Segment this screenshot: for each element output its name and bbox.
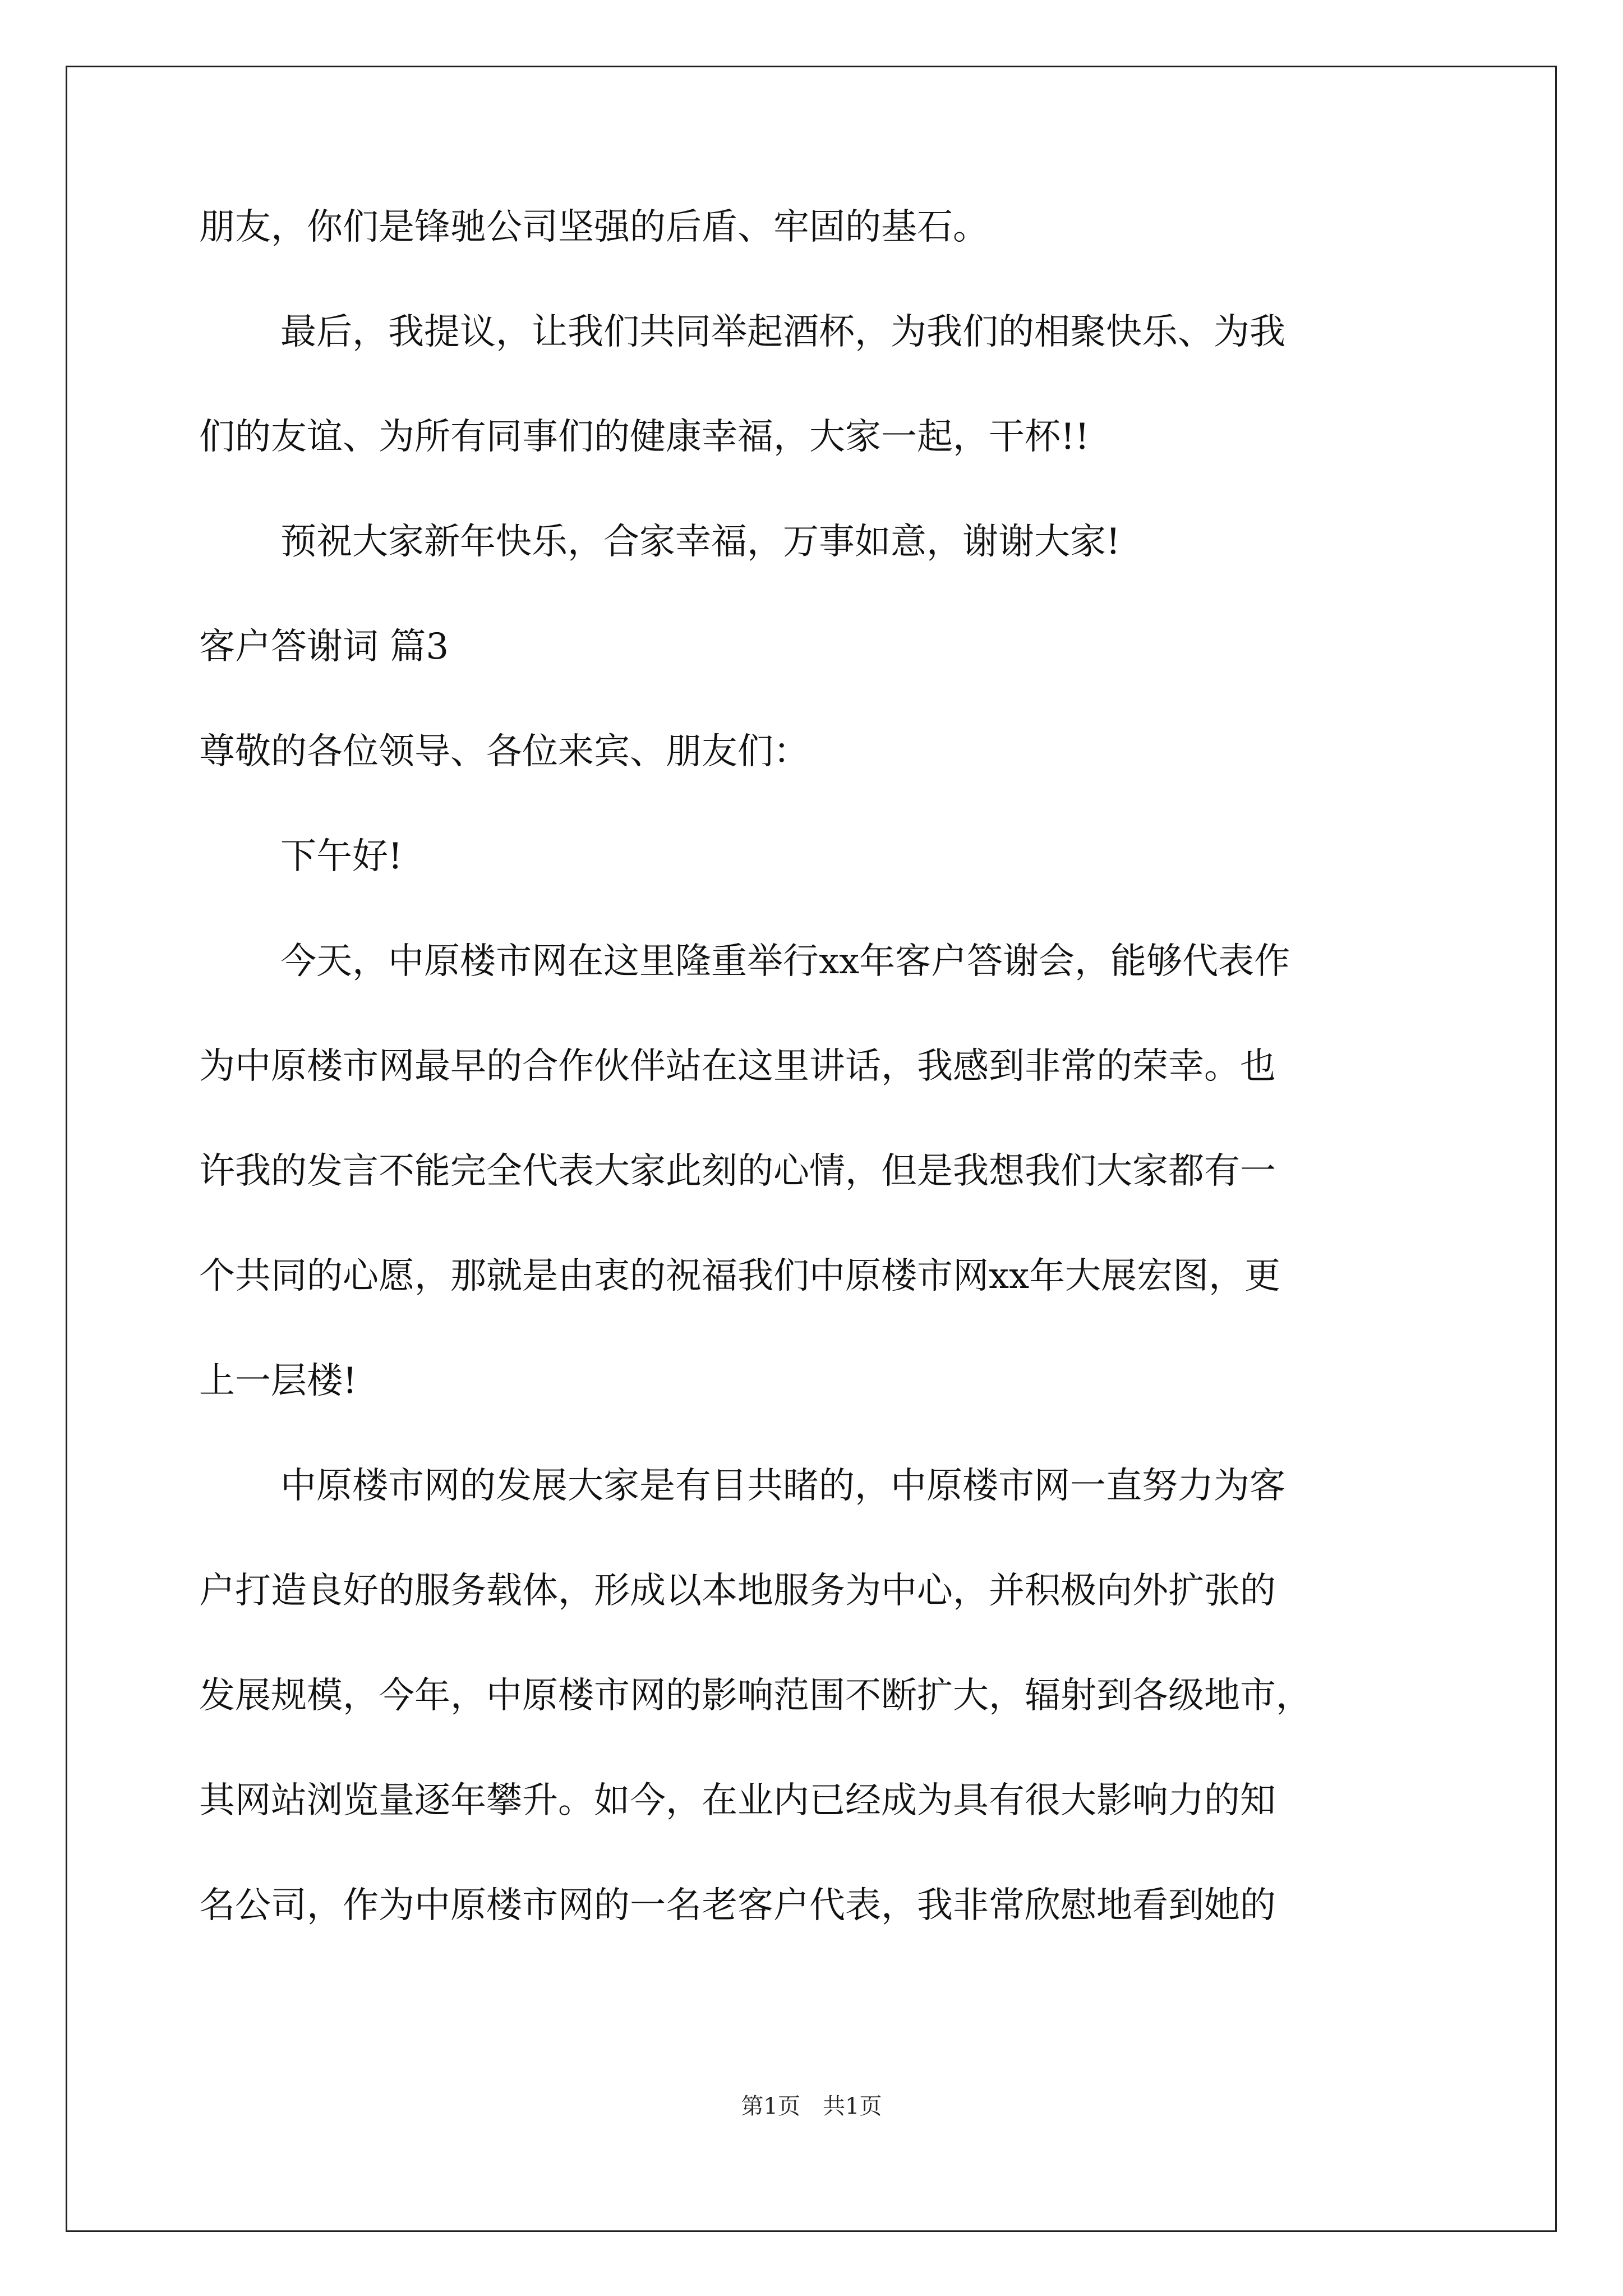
text-line: 最后，我提议，让我们共同举起酒杯，为我们的相聚快乐、为我 [280,311,1285,353]
text-line: 下午好! [280,836,403,877]
text-line: 户打造良好的服务载体，形成以本地服务为中心，并积极向外扩张的 [199,1570,1276,1612]
text-line: 中原楼市网的发展大家是有目共睹的，中原楼市网一直努力为客 [280,1465,1285,1507]
text-line: 个共同的心愿，那就是由衷的祝福我们中原楼市网xx年大展宏图，更 [199,1255,1281,1297]
salutation: 尊敬的各位领导、各位来宾、朋友们： [199,731,809,772]
text-line: 预祝大家新年快乐，合家幸福，万事如意，谢谢大家! [280,521,1121,563]
text-line: 为中原楼市网最早的合作伙伴站在这里讲话，我感到非常的荣幸。也 [199,1046,1276,1087]
text-line: 许我的发言不能完全代表大家此刻的心情，但是我想我们大家都有一 [199,1151,1276,1192]
text-line: 们的友谊、为所有同事们的健康幸福，大家一起，干杯!! [199,416,1090,458]
text-line: 今天，中原楼市网在这里隆重举行xx年客户答谢会，能够代表作 [280,941,1290,982]
text-line: 朋友，你们是锋驰公司坚强的后盾、牢固的基石。 [199,206,989,248]
text-line: 其网站浏览量逐年攀升。如今，在业内已经成为具有很大影响力的知 [199,1780,1276,1821]
text-line: 发展规模，今年，中原楼市网的影响范围不断扩大，辐射到各级地市， [199,1675,1312,1717]
page-footer: 第1页 共1页 [741,2093,882,2119]
text-line: 名公司，作为中原楼市网的一名老客户代表，我非常欣慰地看到她的 [199,1885,1276,1926]
document-body [199,201,1433,1932]
section-heading: 客户答谢词 篇3 [199,626,449,668]
text-line: 上一层楼! [199,1360,357,1402]
